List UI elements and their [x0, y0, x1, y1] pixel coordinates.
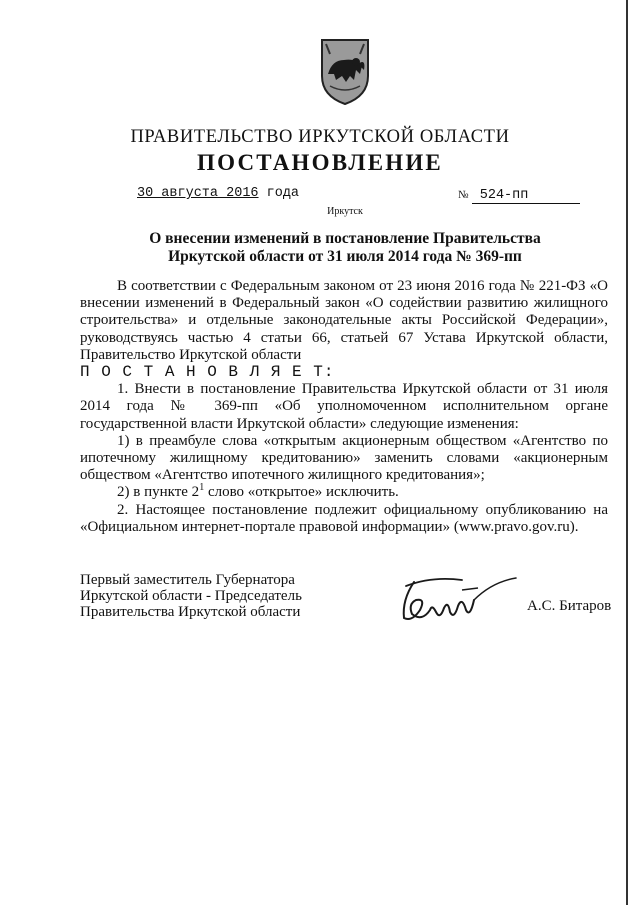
signatory-line-3: Правительства Иркутской области [80, 604, 301, 620]
item-1-2-text-b: слово «открытое» исключить. [204, 484, 399, 501]
signatory-name: А.С. Битаров [527, 598, 612, 614]
item-1-paragraph: 1. Внести в постановление Правительства Иркутской области от 31 июля 2014 года № 369-пп «Об уполномоченном исполнительном органе государственной власти Иркутской области» следующие изменения: [80, 381, 608, 432]
document-date [137, 186, 299, 201]
number-sign: № [458, 189, 469, 201]
document-body [80, 278, 608, 536]
item-2-paragraph: 2. Настоящее постановление подлежит официальному опубликованию на «Официальном интернет-портале правовой информации» (www.pravo.gov.ru). [80, 501, 608, 535]
subject-line-1: О внесении изменений в постановление Правительства [149, 230, 541, 247]
signatory-line-2: Иркутской области - Председатель [80, 588, 302, 604]
item-1-2-superscript: 1 [199, 482, 205, 494]
coat-of-arms-icon [316, 36, 374, 106]
document-number [458, 186, 580, 204]
subject-line-2: Иркутской области от 31 июля 2014 года № 369-пп [168, 248, 522, 265]
city: Иркутск [327, 206, 363, 217]
handwritten-signature [392, 570, 522, 630]
subject-heading [0, 230, 640, 266]
decrees-word: П О С Т А Н О В Л Я Е Т: [80, 363, 335, 382]
item-1-2-paragraph [80, 484, 608, 501]
signatory-position [80, 572, 302, 620]
signatory-line-1: Первый заместитель Губернатора [80, 572, 295, 588]
document-type: ПОСТАНОВЛЕНИЕ [197, 150, 443, 175]
scan-edge [626, 0, 628, 905]
date-suffix: года [258, 186, 300, 201]
government-title: ПРАВИТЕЛЬСТВО ИРКУТСКОЙ ОБЛАСТИ [130, 127, 510, 147]
date-value: 30 августа 2016 [137, 186, 259, 201]
number-value: 524-пп [472, 188, 580, 204]
preamble-paragraph: В соответствии с Федеральным законом от 23 июня 2016 года № 221-ФЗ «О внесении изменений в Федеральный закон «О содействии развитию жилищного строительства» и отдельные законодательные акты Российской Федерации», руководствуясь частью 4 статьи 66, статьей 67 Устава Иркутской области, Правительство Иркутской области [80, 278, 608, 363]
item-1-2-text-a: 2) в пункте 2 [117, 484, 200, 501]
item-1-1-paragraph: 1) в преамбуле слова «открытым акционерным обществом «Агентство по ипотечному жилищному кредитованию» заменить словами «акционерным обществом «Агентство ипотечного жилищного кредитования»; [80, 432, 608, 484]
